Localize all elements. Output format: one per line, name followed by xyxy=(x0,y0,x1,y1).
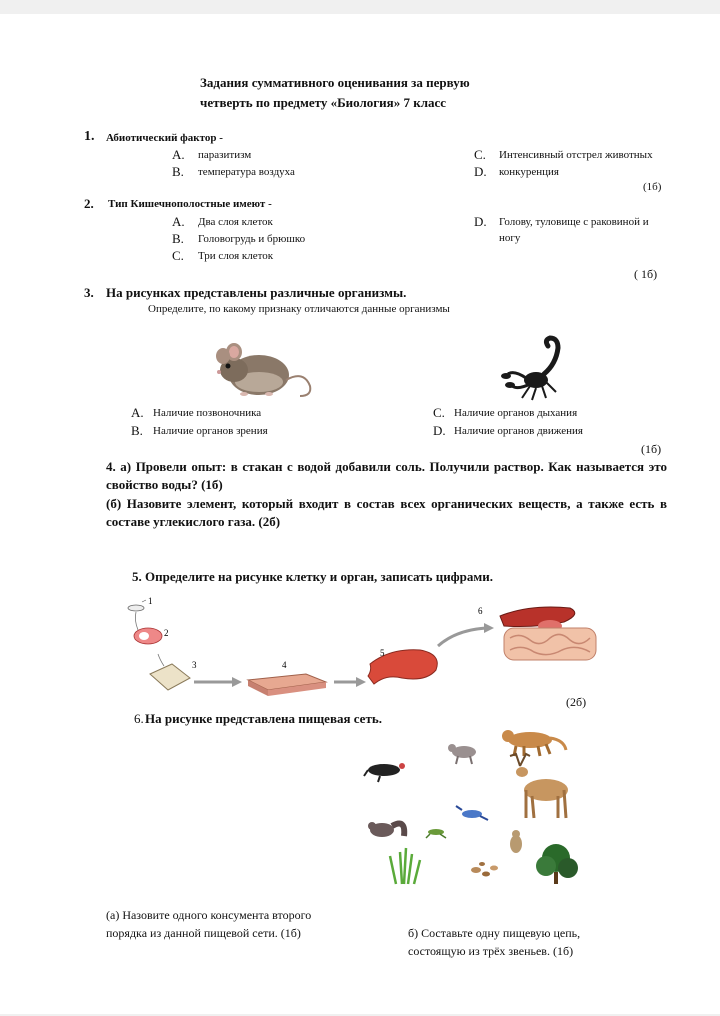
label-4: 4 xyxy=(282,660,287,670)
q2-points: ( 1б) xyxy=(634,267,658,281)
deer-icon xyxy=(510,754,568,818)
q2-option-d-line2[interactable]: ногу xyxy=(499,232,521,244)
q3-option-b[interactable]: Наличие органов зрения xyxy=(153,425,268,437)
q1-option-b[interactable]: температура воздуха xyxy=(198,166,295,178)
q6-part-b-line1: б) Составьте одну пищевую цепь, xyxy=(408,926,581,940)
q5-title: 5. Определите на рисунке клетку и орган, записать цифрами. xyxy=(132,569,493,584)
q3-option-c[interactable]: Наличие органов дыхания xyxy=(454,407,578,419)
label-2: 2 xyxy=(164,628,169,638)
q1-option-d[interactable]: конкуренция xyxy=(499,166,559,178)
q3-number: 3. xyxy=(84,285,94,300)
cell-1 xyxy=(128,605,144,611)
shrub-icon xyxy=(536,844,578,884)
vulture-icon xyxy=(364,763,405,782)
arrow-5-to-6 xyxy=(438,628,486,646)
q3-subtitle: Определите, по какому признаку отличаются данные организмы xyxy=(148,303,450,315)
q2-option-b[interactable]: Головогрудь и брюшко xyxy=(198,233,306,245)
worksheet-page xyxy=(0,14,720,1014)
intestines-6 xyxy=(504,628,596,660)
q4-part-a: 4. а) Провели опыт: в стакан с водой добавили соль. Получили раствор. Как называется это свойство воды? (1б) xyxy=(106,459,667,492)
q6-number: 6. xyxy=(134,711,144,726)
label-6: 6 xyxy=(478,606,483,616)
q1-number: 1. xyxy=(84,129,95,144)
q2-title: Тип Кишечнополостные имеют - xyxy=(108,198,272,210)
q2-number: 2. xyxy=(84,196,94,211)
q1-b-letter: B. xyxy=(172,164,184,179)
q3-a-letter: A. xyxy=(131,405,144,420)
q5-points: (2б) xyxy=(566,695,587,709)
q1-points: (1б) xyxy=(643,181,662,193)
q3-points: (1б) xyxy=(641,442,662,456)
q1-option-c[interactable]: Интенсивный отстрел животных xyxy=(499,149,653,161)
q2-b-letter: B. xyxy=(172,231,184,246)
q6-part-a-line1: (а) Назовите одного консумента второго xyxy=(106,908,312,922)
mouse-image xyxy=(214,332,324,404)
label-1: 1 xyxy=(148,596,153,606)
grasshopper-icon xyxy=(426,829,446,838)
q2-a-letter: A. xyxy=(172,214,185,229)
q1-d-letter: D. xyxy=(474,164,487,179)
food-web-image xyxy=(360,726,590,886)
gopher-icon xyxy=(510,830,522,853)
q4-part-b: (б) Назовите элемент, который входит в состав всех органических веществ, а также есть в составе углекислого газа. (2б) xyxy=(106,496,667,529)
q2-option-a[interactable]: Два слоя клеток xyxy=(198,216,273,228)
bluebird-icon xyxy=(456,806,488,820)
grass-icon xyxy=(390,848,420,884)
stomach-organ-5 xyxy=(368,650,437,684)
q2-c-letter: C. xyxy=(172,248,184,263)
cougar-icon xyxy=(502,730,566,756)
header-line-2: четверть по предмету «Биология» 7 класс xyxy=(200,95,447,110)
coyote-icon xyxy=(448,744,476,764)
q3-b-letter: B. xyxy=(131,423,143,438)
liver-organ-6 xyxy=(500,607,575,627)
q3-c-letter: C. xyxy=(433,405,445,420)
q2-option-d-line1[interactable]: Голову, туловище с раковиной и xyxy=(499,216,649,228)
label-5: 5 xyxy=(380,648,385,658)
digestion-organization-diagram xyxy=(120,594,610,704)
q6-part-b-line2: состоящую из трёх звеньев. (1б) xyxy=(408,944,574,958)
squirrel-icon xyxy=(368,822,404,837)
scorpion-image xyxy=(500,334,576,404)
q6-title: На рисунке представлена пищевая сеть. xyxy=(145,711,382,726)
q3-option-a[interactable]: Наличие позвоночника xyxy=(153,407,262,419)
q1-a-letter: A. xyxy=(172,147,185,162)
q1-c-letter: C. xyxy=(474,147,486,162)
q6-part-a-line2: порядка из данной пищевой сети. (1б) xyxy=(106,926,301,940)
q3-title: На рисунках представлены различные организмы. xyxy=(106,285,407,300)
q1-option-a[interactable]: паразитизм xyxy=(198,149,252,161)
q3-option-d[interactable]: Наличие органов движения xyxy=(454,425,583,437)
q3-d-letter: D. xyxy=(433,423,446,438)
q1-title: Абиотический фактор - xyxy=(106,132,223,144)
label-3: 3 xyxy=(192,660,197,670)
header-line-1: Задания суммативного оценивания за первую xyxy=(200,75,470,90)
tissue-3 xyxy=(150,664,190,690)
seeds-icon xyxy=(471,862,498,877)
q2-option-c[interactable]: Три слоя клеток xyxy=(198,250,274,262)
q2-d-letter: D. xyxy=(474,214,487,229)
